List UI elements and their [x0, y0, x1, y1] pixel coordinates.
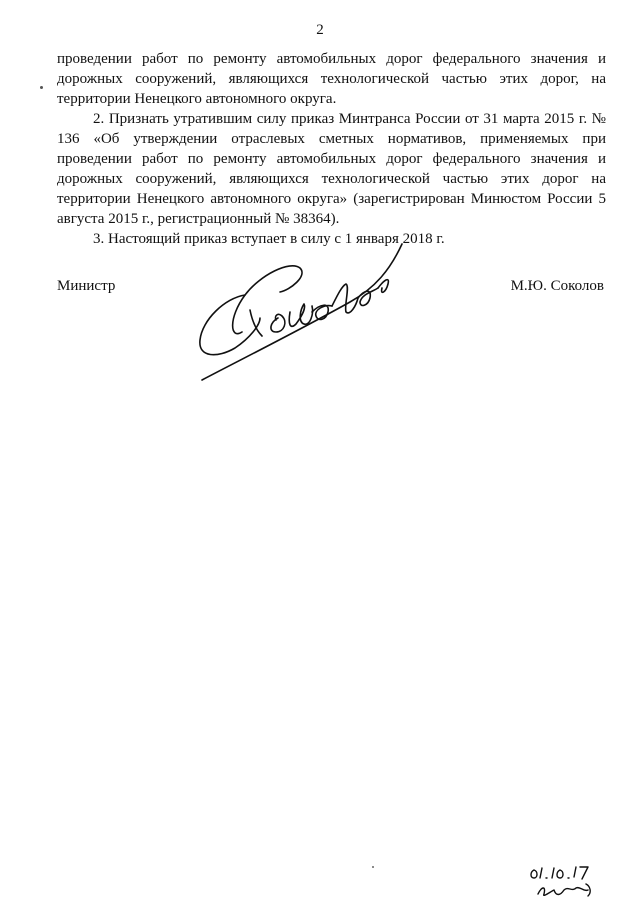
handwritten-date-note	[528, 862, 600, 902]
scan-speck	[372, 866, 374, 868]
document-body	[57, 49, 606, 249]
signatory-name: М.Ю. Соколов	[510, 278, 604, 294]
scan-speck	[40, 86, 43, 89]
paragraph-item-3: 3. Настоящий приказ вступает в силу с 1 января 2018 г.	[93, 231, 445, 247]
handwritten-signature	[190, 240, 420, 390]
signatory-position: Министр	[57, 278, 116, 294]
page-number: 2	[316, 22, 324, 38]
paragraph-item-2: 2. Признать утратившим силу приказ Минтранса России от 31 марта 2015 г. № 136 «Об утверждении отраслевых сметных нормативов, применяемых при проведении работ по ремонту автомобильных дорог федерального значения и дорожных сооружений, являющихся технологической частью этих дорог на территории Ненецкого автономного округа» (зарегистрирован Минюстом России 5 августа 2015 г., регистрационный № 38364).	[57, 111, 606, 227]
paragraph-continuation: проведении работ по ремонту автомобильных дорог федерального значения и дорожных сооружений, являющихся технологической частью этих дорог, на территории Ненецкого автономного округа.	[57, 51, 606, 107]
